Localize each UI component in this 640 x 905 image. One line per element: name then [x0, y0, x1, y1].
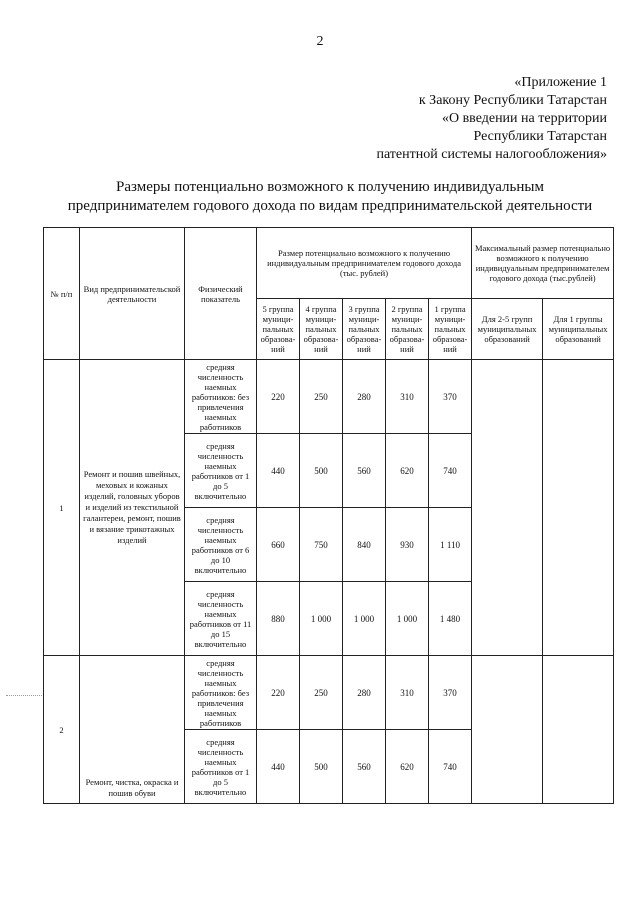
- income-table: [43, 227, 614, 804]
- document-title: [50, 178, 610, 216]
- header-group-4: 4 группа муници-пальных образова-ний: [300, 299, 343, 360]
- value-g4: 750: [300, 508, 343, 582]
- value-g5: 220: [257, 656, 300, 730]
- section-num: 2: [44, 656, 80, 804]
- header-max-2-5: Для 2-5 групп муниципальных образований: [472, 299, 543, 360]
- value-g1: 740: [429, 730, 472, 804]
- value-g1: 1 480: [429, 582, 472, 656]
- section-activity: Ремонт, чистка, окраска и пошив обуви: [80, 656, 185, 804]
- value-g2: 620: [386, 434, 429, 508]
- value-g2: 930: [386, 508, 429, 582]
- value-g2: 310: [386, 360, 429, 434]
- title-line-2: предпринимателем годового дохода по видам предпринимательской деятельности: [67, 198, 593, 214]
- indicator-cell: средняя численность наемных работников от 11 до 15 включительно: [185, 582, 257, 656]
- value-g5: 440: [257, 434, 300, 508]
- value-g5: 220: [257, 360, 300, 434]
- value-g5: 880: [257, 582, 300, 656]
- table-row: [44, 656, 614, 730]
- indicator-cell: средняя численность наемных работников от 1 до 5 включительно: [185, 730, 257, 804]
- title-line-1: Размеры потенциально возможного к получению индивидуальным: [116, 179, 544, 195]
- header-max-1: Для 1 группы муниципальных образований: [543, 299, 614, 360]
- table-row: [44, 360, 614, 434]
- max-2-5-cell: [472, 656, 543, 804]
- value-g4: 250: [300, 656, 343, 730]
- value-g3: 1 000: [343, 582, 386, 656]
- value-g3: 840: [343, 508, 386, 582]
- value-g4: 500: [300, 434, 343, 508]
- appendix-line-3: «О введении на территории: [441, 111, 607, 126]
- value-g1: 1 110: [429, 508, 472, 582]
- value-g5: 440: [257, 730, 300, 804]
- value-g4: 500: [300, 730, 343, 804]
- section-activity: Ремонт и пошив швейных, меховых и кожаных изделий, головных уборов и изделий из текстильной галантереи, ремонт, пошив и вязание трикотажных изделий: [80, 360, 185, 656]
- indicator-cell: средняя численность наемных работников: без привлечения наемных работников: [185, 360, 257, 434]
- appendix-line-5: патентной системы налогообложения»: [376, 147, 607, 162]
- header-group-2: 2 группа муници-пальных образова-ний: [386, 299, 429, 360]
- header-indicator: Физический показатель: [185, 228, 257, 360]
- indicator-cell: средняя численность наемных работников от 6 до 10 включительно: [185, 508, 257, 582]
- value-g1: 740: [429, 434, 472, 508]
- header-group-1: 1 группа муници-пальных образова-ний: [429, 299, 472, 360]
- max-1-cell: [543, 360, 614, 656]
- indicator-cell: средняя численность наемных работников от 1 до 5 включительно: [185, 434, 257, 508]
- value-g4: 1 000: [300, 582, 343, 656]
- value-g3: 560: [343, 730, 386, 804]
- header-activity: Вид предпринимательской деятельности: [80, 228, 185, 360]
- appendix-line-2: к Закону Республики Татарстан: [418, 93, 607, 108]
- header-num: № п/п: [44, 228, 80, 360]
- appendix-line-1: «Приложение 1: [514, 75, 607, 90]
- value-g3: 280: [343, 656, 386, 730]
- header-max-group: Максимальный размер потенциально возможного к получению индивидуальным предпринимателем годового дохода (тыс.рублей): [472, 228, 614, 299]
- header-income-group: Размер потенциально возможного к получению индивидуальным предпринимателем годового дохода (тыс. рублей): [257, 228, 472, 299]
- appendix-line-4: Республики Татарстан: [473, 129, 607, 144]
- header-group-5: 5 группа муници-пальных образова-ний: [257, 299, 300, 360]
- indicator-cell: средняя численность наемных работников: без привлечения наемных работников: [185, 656, 257, 730]
- max-2-5-cell: [472, 360, 543, 656]
- value-g1: 370: [429, 360, 472, 434]
- value-g2: 620: [386, 730, 429, 804]
- value-g4: 250: [300, 360, 343, 434]
- header-group-3: 3 группа муници-пальных образова-ний: [343, 299, 386, 360]
- page-number: 2: [316, 34, 324, 49]
- max-1-cell: [543, 656, 614, 804]
- value-g3: 280: [343, 360, 386, 434]
- margin-fold-line: [6, 695, 44, 696]
- value-g3: 560: [343, 434, 386, 508]
- value-g5: 660: [257, 508, 300, 582]
- value-g2: 310: [386, 656, 429, 730]
- value-g2: 1 000: [386, 582, 429, 656]
- section-num: 1: [44, 360, 80, 656]
- appendix-header: [376, 74, 607, 164]
- value-g1: 370: [429, 656, 472, 730]
